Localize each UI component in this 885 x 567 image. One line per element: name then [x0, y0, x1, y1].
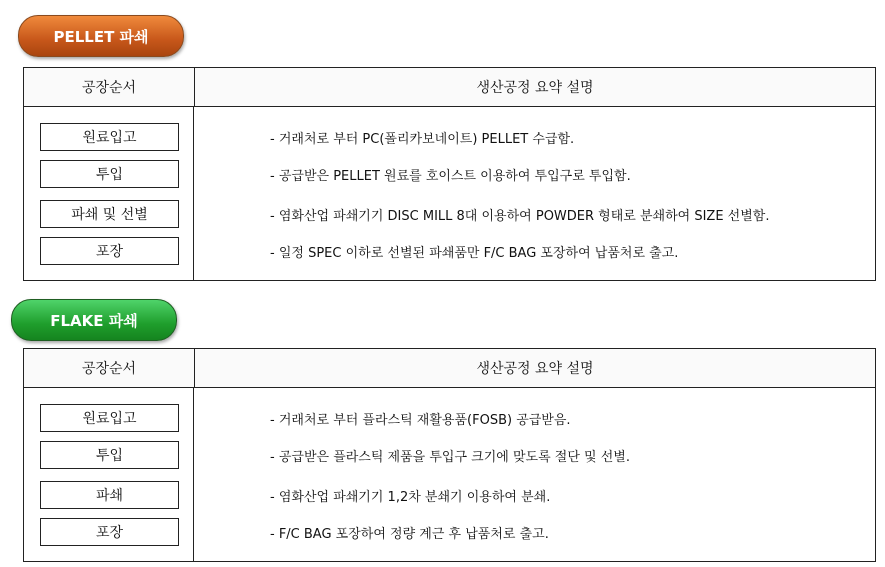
pellet-desc-4: - 일정 SPEC 이하로 선별된 파쇄품만 F/C BAG 포장하여 납품처로 출고. — [270, 245, 679, 261]
pellet-step-1: 원료입고 — [40, 123, 179, 151]
pellet-badge-label: PELLET 파쇄 — [53, 27, 149, 46]
flake-step-1: 원료입고 — [40, 404, 179, 432]
flake-desc-3: - 염화산업 파쇄기기 1,2차 분쇄기 이용하여 분쇄. — [270, 489, 551, 505]
flake-header-step-order: 공장순서 — [24, 349, 195, 387]
pellet-desc-1: - 거래처로 부터 PC(폴리카보네이트) PELLET 수급함. — [270, 131, 575, 147]
pellet-step-2: 투입 — [40, 160, 179, 188]
pellet-table-body — [24, 107, 875, 281]
pellet-header-summary: 생산공정 요약 설명 — [476, 80, 594, 96]
flake-process-table — [23, 348, 876, 562]
flake-step-3: 파쇄 — [40, 481, 179, 509]
pellet-process-table — [23, 67, 876, 281]
flake-desc-2: - 공급받은 플라스틱 제품을 투입구 크기에 맞도록 절단 및 선별. — [270, 449, 630, 465]
flake-table-body — [24, 388, 875, 562]
flake-step-2: 투입 — [40, 441, 179, 469]
flake-desc-1: - 거래처로 부터 플라스틱 재활용품(FOSB) 공급받음. — [270, 412, 571, 428]
pellet-column-divider — [193, 107, 194, 281]
flake-table-header — [24, 349, 875, 388]
flake-column-divider — [193, 388, 194, 562]
flake-step-4: 포장 — [40, 518, 179, 546]
flake-desc-4: - F/C BAG 포장하여 정량 계근 후 납품처로 출고. — [270, 526, 549, 542]
flake-section-badge — [11, 299, 177, 341]
pellet-desc-3: - 염화산업 파쇄기기 DISC MILL 8대 이용하여 POWDER 형태로 분쇄하여 SIZE 선별함. — [270, 208, 770, 224]
pellet-step-4: 포장 — [40, 237, 179, 265]
flake-badge-label: FLAKE 파쇄 — [50, 311, 138, 330]
pellet-header-step-order: 공장순서 — [24, 68, 195, 106]
flake-header-summary: 생산공정 요약 설명 — [476, 361, 594, 377]
pellet-step-3: 파쇄 및 선별 — [40, 200, 179, 228]
pellet-table-header — [24, 68, 875, 107]
pellet-section-badge — [18, 15, 184, 57]
pellet-desc-2: - 공급받은 PELLET 원료를 호이스트 이용하여 투입구로 투입함. — [270, 168, 631, 184]
